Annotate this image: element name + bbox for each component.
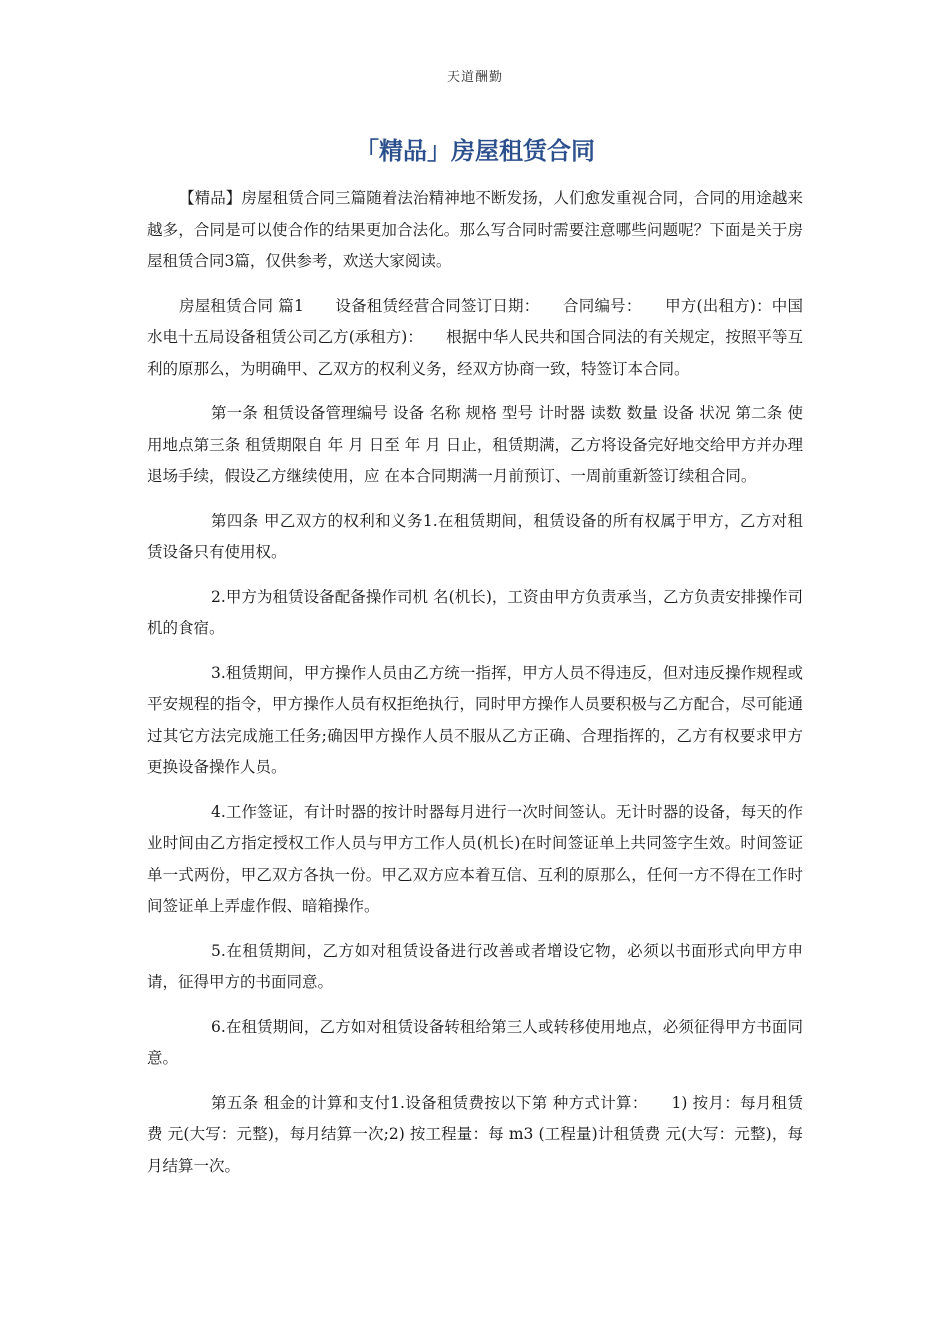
article-4-clause-1: 第四条 甲乙双方的权利和义务1.在租赁期间，租赁设备的所有权属于甲方，乙方对租赁设备只有使用权。 <box>147 511 803 561</box>
page-header-note: 天道酬勤 <box>446 70 503 85</box>
document-body <box>147 183 803 1195</box>
article-4-clause-5: 5.在租赁期间，乙方如对租赁设备进行改善或者增设它物，必须以书面形式向甲方申请，征得甲方的书面同意。 <box>147 941 803 991</box>
article-1-3-paragraph: 第一条 租赁设备管理编号 设备 名称 规格 型号 计时器 读数 数量 设备 状况 第二条 使用地点第三条 租赁期限自 年 月 日至 年 月 日止，租赁期满，乙方将设备完好地交给甲方并办理退场手续，假设乙方继续使用，应 在本合同期满一月前预订、一周前重新签订续租合同。 <box>147 404 803 485</box>
article-4-clause-6: 6.在租赁期间，乙方如对租赁设备转租给第三人或转移使用地点，必须征得甲方书面同意。 <box>147 1017 803 1067</box>
article-5-paragraph: 第五条 租金的计算和支付1.设备租赁费按以下第 种方式计算： 1) 按月：每月租赁费 元(大写：元整)，每月结算一次;2) 按工程量：每 m3 (工程量)计租赁费 元(大写：元整)，每月结算一次。 <box>147 1093 803 1175</box>
article-4-clause-4: 4.工作签证，有计时器的按计时器每月进行一次时间签认。无计时器的设备，每天的作业时间由乙方指定授权工作人员与甲方工作人员(机长)在时间签证单上共同签字生效。时间签证单一式两份，甲乙双方各执一份。甲乙双方应本着互信、互利的原那么，任何一方不得在工作时间签证单上弄虚作假、暗箱操作。 <box>147 802 803 915</box>
document-title: 「精品」房屋租赁合同 <box>355 137 595 165</box>
article-4-clause-2: 2.甲方为租赁设备配备操作司机 名(机长)，工资由甲方负责承当，乙方负责安排操作司机的食宿。 <box>147 587 803 637</box>
intro-paragraph: 【精品】房屋租赁合同三篇随着法治精神地不断发扬，人们愈发重视合同，合同的用途越来越多，合同是可以使合作的结果更加合法化。那么写合同时需要注意哪些问题呢？下面是关于房屋租赁合同3篇，仅供参考，欢送大家阅读。 <box>147 189 803 270</box>
contract-header-paragraph: 房屋租赁合同 篇1 设备租赁经营合同签订日期： 合同编号： 甲方(出租方)：中国水电十五局设备租赁公司乙方(承租方)： 根据中华人民共和国合同法的有关规定，按照平等互利的原那么，为明确甲、乙双方的权利义务，经双方协商一致，特签订本合同。 <box>147 296 803 378</box>
article-4-clause-3: 3.租赁期间，甲方操作人员由乙方统一指挥，甲方人员不得违反，但对违反操作规程或平安规程的指令，甲方操作人员有权拒绝执行，同时甲方操作人员要积极与乙方配合，尽可能通过其它方法完成施工任务;确因甲方操作人员不服从乙方正确、合理指挥的，乙方有权要求甲方更换设备操作人员。 <box>147 663 803 776</box>
